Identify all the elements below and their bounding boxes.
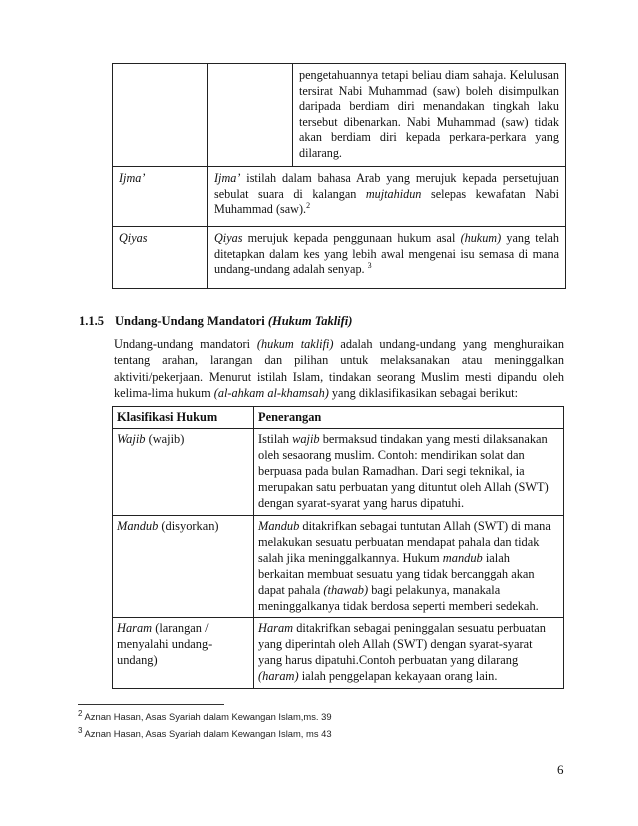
definition-cell: pengetahuannya tetapi beliau diam sahaja. Kelulusan tersirat Nabi Muhammad (saw) boleh disimpulkan daripada berdiam diri menandakan tingkah laku tersebut dibenarkan. Nabi Muhammad (saw) tidak akan berdiam diri kepada perkara-perkara yang dilarang. — [293, 64, 566, 167]
term-cell: Ijma’ — [113, 167, 208, 227]
header-description: Penerangan — [254, 407, 564, 429]
footnote-mark: 2 — [78, 708, 83, 718]
term-cell: Qiyas — [113, 227, 208, 289]
description-cell: Haram ditakrifkan sebagai peninggalan sesuatu perbuatan yang diperintah oleh Allah (SWT) dengan syarat-syarat yang harus dipatuhi.Contoh perbuatan yang dilarang (haram) ialah penggelapan kekayaan orang lain. — [254, 618, 564, 688]
section-paragraph: Undang-undang mandatori (hukum taklifi) adalah undang-undang yang menghuraikan tentang arahan, larangan dan pilihan untuk melaksanakan atau meninggalkan aktiviti/pekerjaan. Menurut istilah Islam, tindakan seorang Muslim mesti dipandu oleh kelima-lima hukum (al-ahkam al-khamsah) yang diklasifikasikan sebagai berikut: — [114, 337, 564, 400]
table-header-row — [113, 407, 564, 429]
description-cell: Mandub ditakrifkan sebagai tuntutan Allah (SWT) di mana melakukan sesuatu perbuatan mendapat pahala dan tidak salah jika meninggalkannya. Hukum mandub ialah berkaitan membuat sesuatu yang tidak bercanggah akan dapat pahala (thawab) bagi pelakunya, manakala meninggalkanya tidak berdosa seperti memberi sedekah. — [254, 515, 564, 618]
table-row — [113, 167, 566, 227]
footnote-divider — [78, 704, 224, 705]
page-number: 6 — [557, 762, 564, 777]
section-number: 1.1.5 — [79, 314, 104, 328]
table-row — [113, 227, 566, 289]
footnote — [78, 708, 332, 722]
category-cell: Wajib (wajib) — [113, 429, 254, 515]
footnote — [78, 725, 332, 739]
definition-cell: Qiyas merujuk kepada penggunaan hukum asal (hukum) yang telah ditetapkan dalam kes yang lebih awal mengenai isu semasa di mana undang-undang adalah senyap. $^3$ — [208, 227, 566, 289]
section-heading — [79, 314, 352, 329]
description-cell: Istilah wajib bermaksud tindakan yang mesti dilaksanakan oleh sesaorang muslim. Contoh: mendirikan solat dan berpuasa pada bulan Ramadhan. Dari segi teknikal, ia merupakan satu perbuatan yang dituntut oleh Allah (SWT) dengan syarat-syarat yang harus dipatuhi. — [254, 429, 564, 515]
footnote-text: Aznan Hasan, Asas Syariah dalam Kewangan Islam, ms 43 — [84, 728, 332, 739]
table-row — [113, 429, 564, 515]
usul-fiqh-table — [112, 63, 566, 289]
table-row — [113, 515, 564, 618]
spacer-cell — [208, 64, 293, 167]
classification-table — [112, 406, 564, 689]
header-classification: Klasifikasi Hukum — [113, 407, 254, 429]
footnote-text: Aznan Hasan, Asas Syariah dalam Kewangan Islam,ms. 39 — [84, 711, 332, 722]
category-cell: Haram (larangan / menyalahi undang-undang) — [113, 618, 254, 688]
footnote-mark: 3 — [78, 725, 83, 735]
table-row — [113, 64, 566, 167]
definition-cell: Ijma’ istilah dalam bahasa Arab yang merujuk kepada persetujuan sebulat suara di kalangan mujtahidun selepas kewafatan Nabi Muhammad (saw).$^2$ — [208, 167, 566, 227]
section-title: Undang-Undang Mandatori (Hukum Taklifi) — [115, 314, 353, 328]
term-cell — [113, 64, 208, 167]
category-cell: Mandub (disyorkan) — [113, 515, 254, 618]
table-row — [113, 618, 564, 688]
